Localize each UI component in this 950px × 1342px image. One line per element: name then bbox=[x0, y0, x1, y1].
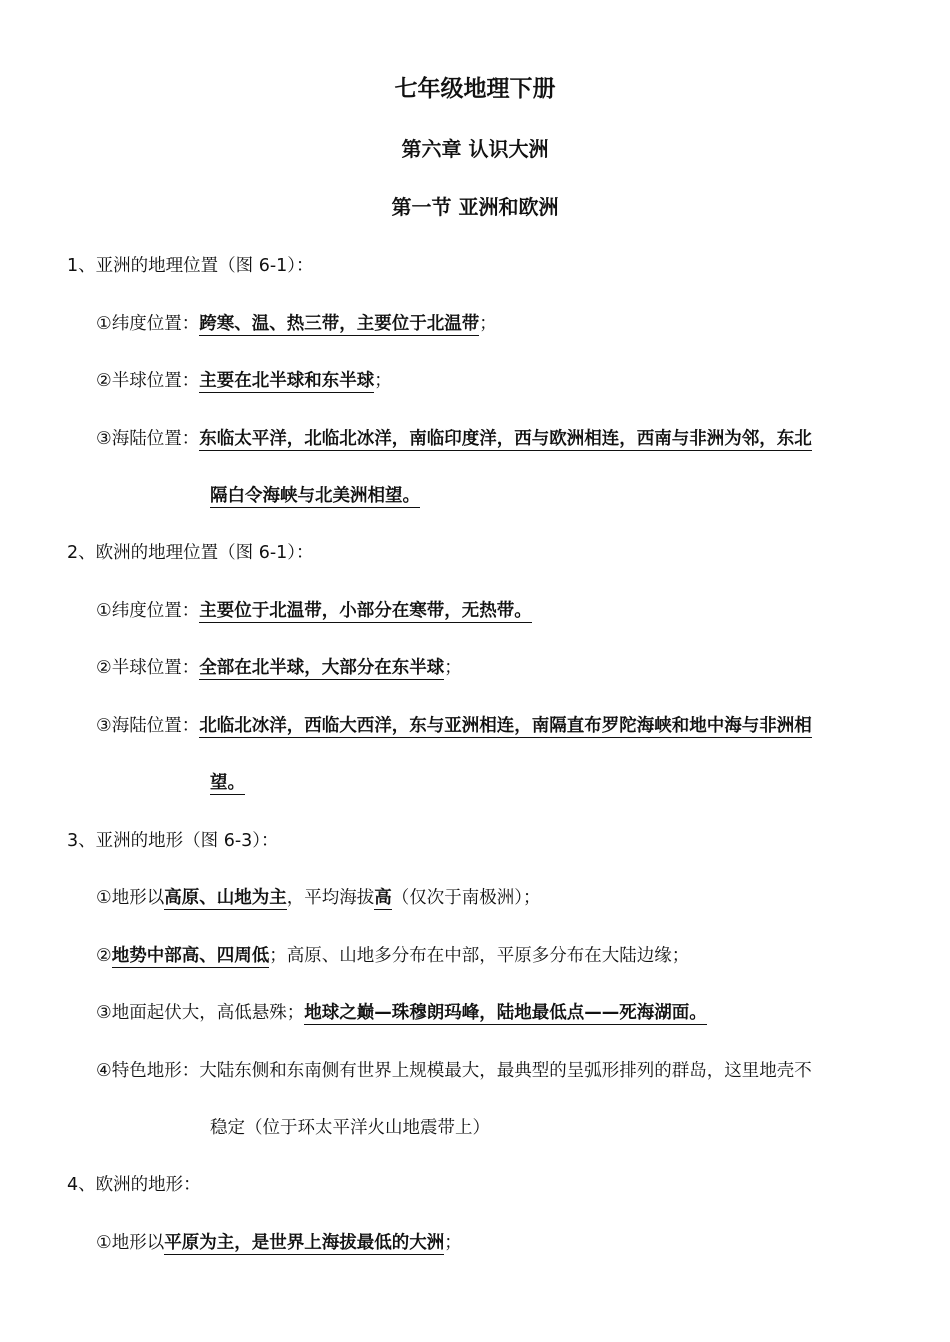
item-3-point-2 bbox=[96, 943, 689, 969]
text-segment: ①地形以 bbox=[96, 888, 165, 908]
hemisphere-label: ②半球位置： bbox=[96, 371, 200, 391]
hemisphere-tail: ； bbox=[374, 371, 392, 391]
text-segment: 大陆东侧和东南侧有世界上规模最大，最典型的呈弧形排列的群岛，这里地壳不 bbox=[199, 1061, 812, 1081]
latitude-label: ①纬度位置： bbox=[96, 601, 200, 621]
text-segment: ，平均海拔 bbox=[286, 888, 375, 908]
item-3-point-3 bbox=[96, 1000, 707, 1026]
sea-land-label: ③海陆位置： bbox=[96, 716, 200, 736]
key-point: 地球之巅—珠穆朗玛峰，陆地最低点——死海湖面。 bbox=[304, 1003, 707, 1023]
hemisphere-tail: ； bbox=[444, 658, 462, 678]
hemisphere-label: ②半球位置： bbox=[96, 658, 200, 678]
hemisphere-answer: 全部在北半球，大部分在东半球 bbox=[199, 658, 445, 678]
text-segment: （仅次于南极洲）； bbox=[391, 888, 541, 908]
item-3-point-4-cont: 稳定（位于环太平洋火山地震带上） bbox=[210, 1118, 490, 1138]
item-2-sea-land-cont bbox=[210, 770, 253, 796]
item-1-sea-land bbox=[96, 426, 812, 452]
item-1-sea-land-cont bbox=[210, 483, 420, 509]
text-segment: ④特色地形： bbox=[96, 1061, 200, 1081]
sea-land-answer-line2: 望。 bbox=[210, 773, 245, 793]
text-segment: ② bbox=[96, 946, 112, 966]
item-3-point-1 bbox=[96, 885, 540, 911]
chapter-title: 第六章 认识大洲 bbox=[401, 137, 549, 161]
item-3-heading: 3、亚洲的地形（图 6-3）： bbox=[67, 831, 279, 851]
item-4-point-1 bbox=[96, 1230, 462, 1256]
document-title: 七年级地理下册 bbox=[394, 76, 556, 102]
key-point: 地势中部高、四周低 bbox=[111, 946, 270, 966]
key-point: 高原、山地为主 bbox=[164, 888, 287, 908]
latitude-label: ①纬度位置： bbox=[96, 314, 200, 334]
text-segment: ；高原、山地多分布在中部，平原多分布在大陆边缘； bbox=[269, 946, 690, 966]
sea-land-answer-line2: 隔白令海峡与北美洲相望。 bbox=[210, 486, 420, 506]
latitude-answer: 跨寒、温、热三带，主要位于北温带 bbox=[199, 314, 480, 334]
hemisphere-answer: 主要在北半球和东半球 bbox=[199, 371, 375, 391]
key-point: 高 bbox=[374, 888, 392, 908]
text-segment: ③地面起伏大，高低悬殊； bbox=[96, 1003, 305, 1023]
latitude-tail: ； bbox=[479, 314, 497, 334]
key-point: 平原为主，是世界上海拔最低的大洲 bbox=[164, 1233, 445, 1253]
latitude-answer: 主要位于北温带，小部分在寒带，无热带。 bbox=[199, 601, 532, 621]
sea-land-answer-line1: 东临太平洋，北临北冰洋，南临印度洋，西与欧洲相连，西南与非洲为邻，东北 bbox=[199, 429, 812, 449]
item-1-hemisphere bbox=[96, 368, 392, 394]
item-2-sea-land bbox=[96, 713, 812, 739]
item-1-latitude bbox=[96, 311, 497, 337]
item-4-heading: 4、欧洲的地形： bbox=[67, 1175, 201, 1195]
item-2-latitude bbox=[96, 598, 532, 624]
text-segment: ①地形以 bbox=[96, 1233, 165, 1253]
sea-land-answer-line1: 北临北冰洋，西临大西洋，东与亚洲相连，南隔直布罗陀海峡和地中海与非洲相 bbox=[199, 716, 812, 736]
item-2-hemisphere bbox=[96, 655, 462, 681]
item-2-heading: 2、欧洲的地理位置（图 6-1）： bbox=[67, 543, 314, 563]
item-1-heading: 1、亚洲的地理位置（图 6-1）： bbox=[67, 256, 314, 276]
item-3-point-4 bbox=[96, 1058, 812, 1084]
text-segment: ； bbox=[444, 1233, 462, 1253]
section-title: 第一节 亚洲和欧洲 bbox=[391, 195, 559, 219]
sea-land-label: ③海陆位置： bbox=[96, 429, 200, 449]
